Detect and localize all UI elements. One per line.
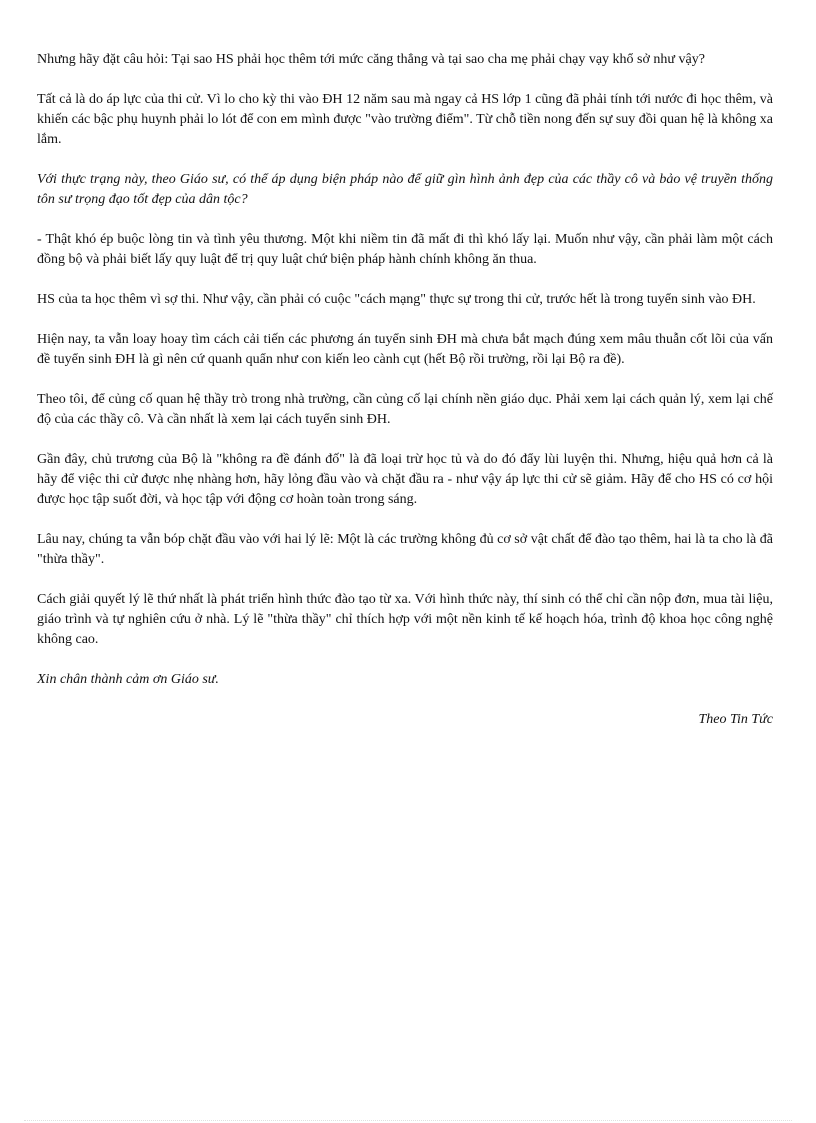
- paragraph-exam-pressure: Tất cả là do áp lực của thi cử. Vì lo cho kỳ thi vào ĐH 12 năm sau mà ngay cả HS lớp 1 cũng đã phải tính tới nước đi học thêm, và khiến các bậc phụ huynh phải lo lót để con em mình được "vào trường điểm". Từ chỗ tiền nong đến sự suy đồi quan hệ là không xa lắm.: [37, 92, 773, 147]
- paragraph-ministry-policy: Gần đây, chủ trương của Bộ là "không ra đề đánh đố" là đã loại trừ học tủ và do đó đẩy lùi luyện thi. Nhưng, hiệu quả hơn cả là hãy để việc thi cử được nhẹ nhàng hơn, hãy lỏng đầu vào và chặt đầu ra - như vậy áp lực thi cử sẽ giảm. Hãy để cho HS có cơ hội được học tập suốt đời, và học tập với động cơ hoàn toàn trong sáng.: [37, 452, 773, 507]
- closing-thanks: Xin chân thành cảm ơn Giáo sư.: [37, 672, 219, 687]
- article-body: [37, 50, 773, 750]
- article-source: Theo Tin Tức: [698, 712, 773, 727]
- interviewer-question: Với thực trạng này, theo Giáo sư, có thể áp dụng biện pháp nào để giữ gìn hình ảnh đẹp của các thầy cô và bảo vệ truyền thống tôn sư trọng đạo tốt đẹp của dân tộc?: [37, 172, 773, 207]
- paragraph-consolidate-education: Theo tôi, để củng cố quan hệ thầy trò trong nhà trường, cần củng cố lại chính nền giáo dục. Phải xem lại cách quản lý, xem lại chế độ của các thầy cô. Và cần nhất là xem lại cách tuyển sinh ĐH.: [37, 392, 773, 427]
- paragraph-admission-reform: Hiện nay, ta vẫn loay hoay tìm cách cải tiến các phương án tuyển sinh ĐH mà chưa bắt mạch đúng xem mâu thuẫn cốt lõi của vấn đề tuyển sinh ĐH là gì nên cứ quanh quẩn như con kiến leo cành cụt (hết Bộ rồi trường, rồi lại Bộ ra đề).: [37, 332, 773, 367]
- paragraph-distance-learning: Cách giải quyết lý lẽ thứ nhất là phát triển hình thức đào tạo từ xa. Với hình thức này, thí sinh có thể chỉ cần nộp đơn, mua tài liệu, giáo trình và tự nghiên cứu ở nhà. Lý lẽ "thừa thầy" chỉ thích hợp với một nền kinh tế kế hoạch hóa, trình độ khoa học công nghệ không cao.: [37, 592, 773, 647]
- paragraph-answer-trust: - Thật khó ép buộc lòng tin và tình yêu thương. Một khi niềm tin đã mất đi thì khó lấy lại. Muốn như vậy, cần phải làm một cách đồng bộ và phải biết lấy quy luật để trị quy luật chứ biện pháp hành chính không ăn thua.: [37, 232, 773, 267]
- page-bottom-divider: [24, 1120, 792, 1121]
- paragraph-two-reasons: Lâu nay, chúng ta vẫn bóp chặt đầu vào với hai lý lẽ: Một là các trường không đủ cơ sở vật chất để đào tạo thêm, hai là ta cho là đã "thừa thầy".: [37, 532, 773, 567]
- paragraph-fear-of-exams: HS của ta học thêm vì sợ thi. Như vậy, cần phải có cuộc "cách mạng" thực sự trong thi cử, trước hết là trong tuyển sinh vào ĐH.: [37, 292, 756, 307]
- paragraph-question-intro: Nhưng hãy đặt câu hỏi: Tại sao HS phải học thêm tới mức căng thẳng và tại sao cha mẹ phải chạy vạy khổ sở như vậy?: [37, 52, 705, 67]
